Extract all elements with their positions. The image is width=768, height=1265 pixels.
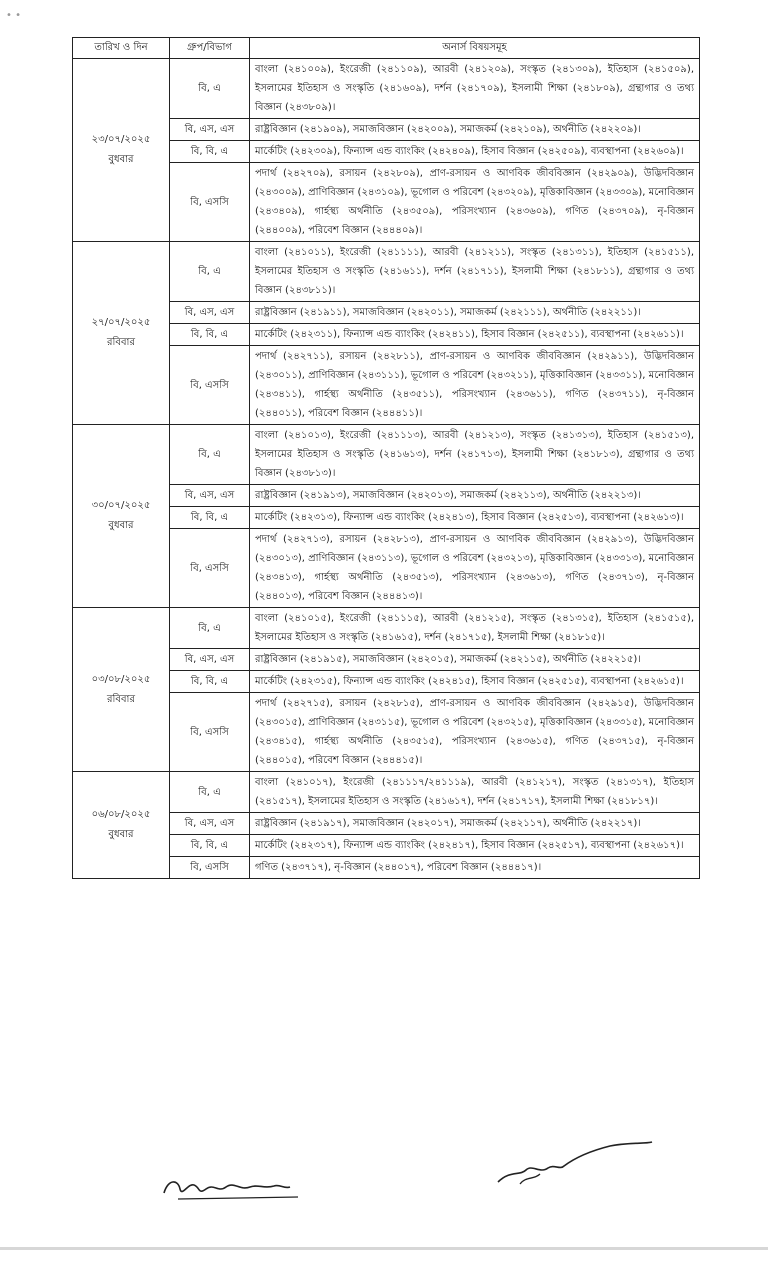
table-row bbox=[73, 242, 700, 302]
group-cell: বি, এ bbox=[170, 59, 250, 119]
table-row bbox=[73, 425, 700, 485]
header-date-day: তারিখ ও দিন bbox=[73, 38, 170, 59]
group-cell: বি, বি, এ bbox=[170, 835, 250, 857]
signature-left bbox=[158, 1165, 358, 1205]
group-cell: বি, এ bbox=[170, 772, 250, 813]
group-cell: বি, বি, এ bbox=[170, 324, 250, 346]
date-day-cell bbox=[73, 425, 170, 608]
exam-weekday: রবিবার bbox=[107, 693, 135, 705]
exam-weekday: বুধবার bbox=[108, 154, 134, 165]
table-header-row bbox=[73, 38, 700, 59]
subjects-cell: রাষ্ট্রবিজ্ঞান (২৪১৯১৩), সমাজবিজ্ঞান (২৪২০১৩), সমাজকর্ম (২৪২১১৩), অর্থনীতি (২৪২২১৩)। bbox=[250, 485, 700, 507]
group-cell: বি, এ bbox=[170, 242, 250, 302]
subjects-cell: বাংলা (২৪১০১১), ইংরেজী (২৪১১১১), আরবী (২৪১২১১), সংস্কৃত (২৪১৩১১), ইতিহাস (২৪১৫১১), ইসলামের ইতিহাস ও সংস্কৃতি (২৪১৬১১), দর্শন (২৪১৭১১), ইসলামী শিক্ষা (২৪১৮১১), গ্রন্থাগার ও তথ্য বিজ্ঞান (২৪৩৮১১)। bbox=[250, 242, 700, 302]
date-day-cell bbox=[73, 608, 170, 772]
subjects-cell: রাষ্ট্রবিজ্ঞান (২৪১৯০৯), সমাজবিজ্ঞান (২৪২০০৯), সমাজকর্ম (২৪২১০৯), অর্থনীতি (২৪২২০৯)। bbox=[250, 119, 700, 141]
subjects-cell: বাংলা (২৪১০১৩), ইংরেজী (২৪১১১৩), আরবী (২৪১২১৩), সংস্কৃত (২৪১৩১৩), ইতিহাস (২৪১৫১৩), ইসলামের ইতিহাস ও সংস্কৃতি (২৪১৬১৩), দর্শন (২৪১৭১৩), ইসলামী শিক্ষা (২৪১৮১৩), গ্রন্থাগার ও তথ্য বিজ্ঞান (২৪৩৮১৩)। bbox=[250, 425, 700, 485]
group-cell: বি, বি, এ bbox=[170, 141, 250, 163]
bottom-edge bbox=[0, 1247, 768, 1250]
header-group: গ্রুপ/বিভাগ bbox=[170, 38, 250, 59]
exam-date: ৩০/০৭/২০২৫ bbox=[91, 500, 151, 511]
group-cell: বি, এস, এস bbox=[170, 813, 250, 835]
group-cell: বি, এ bbox=[170, 425, 250, 485]
subjects-cell: রাষ্ট্রবিজ্ঞান (২৪১৯১৭), সমাজবিজ্ঞান (২৪২০১৭), সমাজকর্ম (২৪২১১৭), অর্থনীতি (২৪২২১৭)। bbox=[250, 813, 700, 835]
exam-date: ০৩/০৮/২০২৫ bbox=[91, 673, 151, 685]
subjects-cell: মার্কেটিং (২৪২৩০৯), ফিন্যান্স এন্ড ব্যাংকিং (২৪২৪০৯), হিসাব বিজ্ঞান (২৪২৫০৯), ব্যবস্থাপনা (২৪২৬০৯)। bbox=[250, 141, 700, 163]
subjects-cell: পদার্থ (২৪২৭১১), রসায়ন (২৪২৮১১), প্রাণ-রসায়ন ও আণবিক জীববিজ্ঞান (২৪২৯১১), উদ্ভিদবিজ্ঞান (২৪৩০১১), প্রাণিবিজ্ঞান (২৪৩১১১), ভূগোল ও পরিবেশ (২৪৩২১১), মৃত্তিকাবিজ্ঞান (২৪৩৩১১), মনোবিজ্ঞান (২৪৩৪১১), গার্হস্থ্য অর্থনীতি (২৪৩৫১১), পরিসংখ্যান (২৪৩৬১১), গণিত (২৪৩৭১১), নৃ-বিজ্ঞান (২৪৪০১১), পরিবেশ বিজ্ঞান (২৪৪৪১১)। bbox=[250, 346, 700, 425]
table-row bbox=[73, 59, 700, 119]
subjects-cell: মার্কেটিং (২৪২৩১৩), ফিন্যান্স এন্ড ব্যাংকিং (২৪২৪১৩), হিসাব বিজ্ঞান (২৪২৫১৩), ব্যবস্থাপনা (২৪২৬১৩)। bbox=[250, 507, 700, 529]
group-cell: বি, এসসি bbox=[170, 857, 250, 879]
exam-weekday: বুধবার bbox=[108, 829, 134, 840]
exam-schedule-table bbox=[72, 37, 700, 879]
exam-date: ০৬/০৮/২০২৫ bbox=[91, 809, 151, 820]
date-day-cell bbox=[73, 772, 170, 879]
group-cell: বি, বি, এ bbox=[170, 671, 250, 693]
date-day-cell bbox=[73, 59, 170, 242]
subjects-cell: মার্কেটিং (২৪২৩১১), ফিন্যান্স এন্ড ব্যাংকিং (২৪২৪১১), হিসাব বিজ্ঞান (২৪২৫১১), ব্যবস্থাপনা (২৪২৬১১)। bbox=[250, 324, 700, 346]
header-honours-subjects: অনার্স বিষয়সমূহ bbox=[250, 38, 700, 59]
scan-mark: • • bbox=[6, 10, 21, 21]
signature-right bbox=[490, 1140, 660, 1200]
subjects-cell: পদার্থ (২৪২৭০৯), রসায়ন (২৪২৮০৯), প্রাণ-রসায়ন ও আণবিক জীববিজ্ঞান (২৪২৯০৯), উদ্ভিদবিজ্ঞান (২৪৩০০৯), প্রাণিবিজ্ঞান (২৪৩১০৯), ভূগোল ও পরিবেশ (২৪৩২০৯), মৃত্তিকাবিজ্ঞান (২৪৩৩০৯), মনোবিজ্ঞান (২৪৩৪০৯), গার্হস্থ্য অর্থনীতি (২৪৩৫০৯), পরিসংখ্যান (২৪৩৬০৯), গণিত (২৪৩৭০৯), নৃ-বিজ্ঞান (২৪৪০০৯), পরিবেশ বিজ্ঞান (২৪৪৪০৯)। bbox=[250, 163, 700, 242]
group-cell: বি, এস, এস bbox=[170, 119, 250, 141]
group-cell: বি, এ bbox=[170, 608, 250, 649]
date-day-cell bbox=[73, 242, 170, 425]
table-row bbox=[73, 772, 700, 813]
group-cell: বি, এস, এস bbox=[170, 302, 250, 324]
exam-date: ২৩/০৭/২০২৫ bbox=[91, 134, 151, 145]
table-row bbox=[73, 608, 700, 649]
subjects-cell: গণিত (২৪৩৭১৭), নৃ-বিজ্ঞান (২৪৪০১৭), পরিবেশ বিজ্ঞান (২৪৪৪১৭)। bbox=[250, 857, 700, 879]
group-cell: বি, এসসি bbox=[170, 693, 250, 772]
subjects-cell: রাষ্ট্রবিজ্ঞান (২৪১৯১৫), সমাজবিজ্ঞান (২৪২০১৫), সমাজকর্ম (২৪২১১৫), অর্থনীতি (২৪২২১৫)। bbox=[250, 649, 700, 671]
subjects-cell: মার্কেটিং (২৪২৩১৫), ফিন্যান্স এন্ড ব্যাংকিং (২৪২৪১৫), হিসাব বিজ্ঞান (২৪২৫১৫), ব্যবস্থাপনা (২৪২৬১৫)। bbox=[250, 671, 700, 693]
exam-date: ২৭/০৭/২০২৫ bbox=[91, 317, 151, 328]
subjects-cell: মার্কেটিং (২৪২৩১৭), ফিন্যান্স এন্ড ব্যাংকিং (২৪২৪১৭), হিসাব বিজ্ঞান (২৪২৫১৭), ব্যবস্থাপনা (২৪২৬১৭)। bbox=[250, 835, 700, 857]
subjects-cell: বাংলা (২৪১০০৯), ইংরেজী (২৪১১০৯), আরবী (২৪১২০৯), সংস্কৃত (২৪১৩০৯), ইতিহাস (২৪১৫০৯), ইসলামের ইতিহাস ও সংস্কৃতি (২৪১৬০৯), দর্শন (২৪১৭০৯), ইসলামী শিক্ষা (২৪১৮০৯), গ্রন্থাগার ও তথ্য বিজ্ঞান (২৪৩৮০৯)। bbox=[250, 59, 700, 119]
schedule-body bbox=[73, 59, 700, 879]
group-cell: বি, এসসি bbox=[170, 529, 250, 608]
group-cell: বি, বি, এ bbox=[170, 507, 250, 529]
exam-weekday: বুধবার bbox=[108, 520, 134, 531]
exam-weekday: রবিবার bbox=[107, 337, 135, 348]
subjects-cell: বাংলা (২৪১০১৭), ইংরেজী (২৪১১১৭/২৪১১১৯), আরবী (২৪১২১৭), সংস্কৃত (২৪১৩১৭), ইতিহাস (২৪১৫১৭), ইসলামের ইতিহাস ও সংস্কৃতি (২৪১৬১৭), দর্শন (২৪১৭১৭), ইসলামী শিক্ষা (২৪১৮১৭)। bbox=[250, 772, 700, 813]
group-cell: বি, এস, এস bbox=[170, 485, 250, 507]
group-cell: বি, এসসি bbox=[170, 346, 250, 425]
subjects-cell: রাষ্ট্রবিজ্ঞান (২৪১৯১১), সমাজবিজ্ঞান (২৪২০১১), সমাজকর্ম (২৪২১১১), অর্থনীতি (২৪২২১১)। bbox=[250, 302, 700, 324]
subjects-cell: পদার্থ (২৪২৭১৫), রসায়ন (২৪২৮১৫), প্রাণ-রসায়ন ও আণবিক জীববিজ্ঞান (২৪২৯১৫), উদ্ভিদবিজ্ঞান (২৪৩০১৫), প্রাণিবিজ্ঞান (২৪৩১১৫), ভূগোল ও পরিবেশ (২৪৩২১৫), মৃত্তিকাবিজ্ঞান (২৪৩৩১৫), মনোবিজ্ঞান (২৪৩৪১৫), গার্হস্থ্য অর্থনীতি (২৪৩৫১৫), পরিসংখ্যান (২৪৩৬১৫), গণিত (২৪৩৭১৫), নৃ-বিজ্ঞান (২৪৪০১৫), পরিবেশ বিজ্ঞান (২৪৪৪১৫)। bbox=[250, 693, 700, 772]
group-cell: বি, এসসি bbox=[170, 163, 250, 242]
group-cell: বি, এস, এস bbox=[170, 649, 250, 671]
subjects-cell: পদার্থ (২৪২৭১৩), রসায়ন (২৪২৮১৩), প্রাণ-রসায়ন ও আণবিক জীববিজ্ঞান (২৪২৯১৩), উদ্ভিদবিজ্ঞান (২৪৩০১৩), প্রাণিবিজ্ঞান (২৪৩১১৩), ভূগোল ও পরিবেশ (২৪৩২১৩), মৃত্তিকাবিজ্ঞান (২৪৩৩১৩), মনোবিজ্ঞান (২৪৩৪১৩), গার্হস্থ্য অর্থনীতি (২৪৩৫১৩), পরিসংখ্যান (২৪৩৬১৩), গণিত (২৪৩৭১৩), নৃ-বিজ্ঞান (২৪৪০১৩), পরিবেশ বিজ্ঞান (২৪৪৪১৩)। bbox=[250, 529, 700, 608]
subjects-cell: বাংলা (২৪১০১৫), ইংরেজী (২৪১১১৫), আরবী (২৪১২১৫), সংস্কৃত (২৪১৩১৫), ইতিহাস (২৪১৫১৫), ইসলামের ইতিহাস ও সংস্কৃতি (২৪১৬১৫), দর্শন (২৪১৭১৫), ইসলামী শিক্ষা (২৪১৮১৫)। bbox=[250, 608, 700, 649]
